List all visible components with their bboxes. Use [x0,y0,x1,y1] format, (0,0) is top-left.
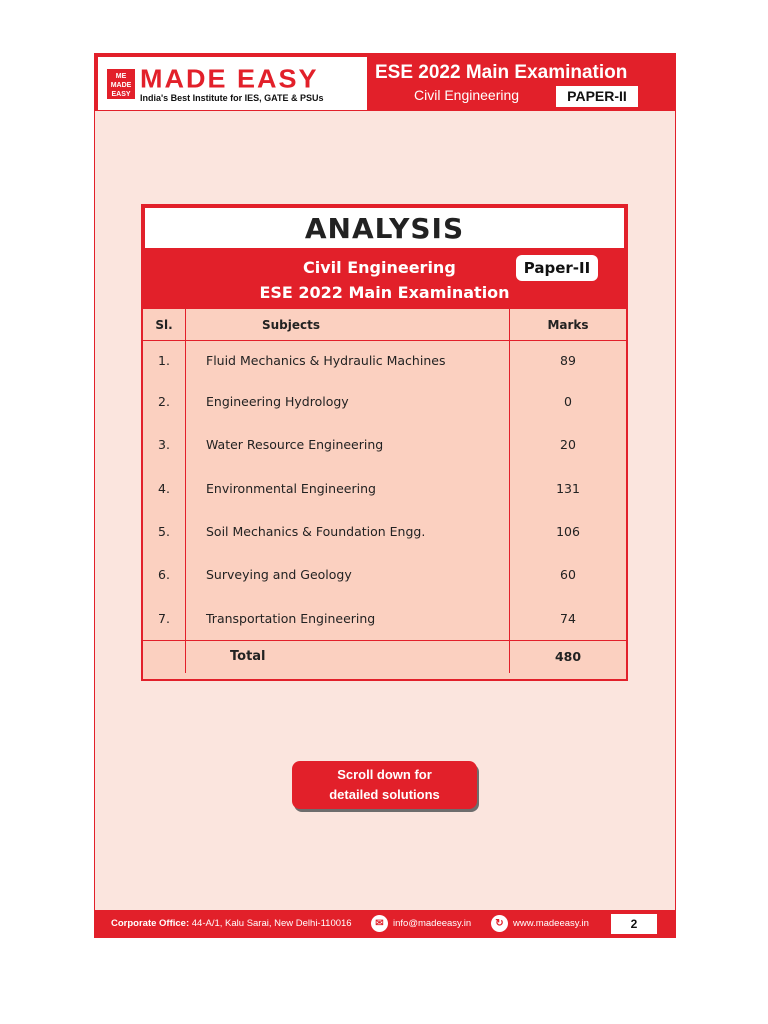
row-sl: 2. [143,380,186,423]
total-label: Total [230,649,266,665]
email-icon: ✉ [371,915,388,932]
table-row [143,380,626,423]
document-page [94,53,676,938]
row-subject: Surveying and Geology [206,567,352,583]
row-marks: 131 [510,467,627,510]
column-header-sl: Sl. [143,309,186,341]
row-marks: 20 [510,423,627,466]
corporate-office [111,918,352,929]
brand-tagline: India's Best Institute for IES, GATE & PSUs [140,93,324,103]
row-subject: Water Resource Engineering [206,437,384,453]
table-row [143,341,626,381]
row-sl: 7. [143,596,186,640]
row-marks: 89 [510,341,627,381]
paper-badge: PAPER-II [556,86,638,107]
logo [98,57,367,110]
analysis-subject: Civil Engineering [303,258,456,277]
row-marks: 74 [510,596,627,640]
table-row [143,596,626,640]
column-header-subjects: Subjects [186,309,510,341]
column-header-marks: Marks [510,309,627,341]
row-sl: 4. [143,467,186,510]
email-link[interactable]: info@madeeasy.in [393,918,472,929]
analysis-paper-badge: Paper-II [516,255,598,281]
exam-title: ESE 2022 Main Examination [375,62,628,83]
page-header [95,54,675,111]
marks-table [143,309,626,673]
logo-mark-icon: ME MADE EASY [107,69,135,99]
website-link[interactable]: www.madeeasy.in [513,918,589,929]
total-row [143,640,626,673]
analysis-banner [143,250,626,309]
analysis-card [141,204,628,681]
table-row [143,553,626,596]
table-header-row [143,309,626,341]
page-footer [95,910,675,938]
row-sl: 3. [143,423,186,466]
table-row [143,510,626,553]
exam-subject: Civil Engineering [414,87,520,103]
analysis-exam: ESE 2022 Main Examination [259,283,510,302]
total-marks: 480 [510,640,627,673]
web-icon: ↻ [491,915,508,932]
row-marks: 106 [510,510,627,553]
scroll-down-button[interactable] [292,761,477,809]
row-sl: 6. [143,553,186,596]
row-sl: 5. [143,510,186,553]
brand-name: MADE EASY [140,64,319,94]
row-marks: 0 [510,380,627,423]
analysis-title: ANALYSIS [143,206,626,250]
row-subject: Fluid Mechanics & Hydraulic Machines [206,353,446,368]
table-row [143,467,626,510]
scroll-button-line1: Scroll down for [337,767,432,782]
page-number: 2 [611,914,657,934]
row-subject: Engineering Hydrology [206,394,349,410]
scroll-button-line2: detailed solutions [329,787,440,802]
row-subject: Soil Mechanics & Foundation Engg. [206,524,426,540]
row-subject: Environmental Engineering [206,480,376,496]
row-sl: 1. [143,341,186,381]
total-sl-cell [143,640,186,673]
row-subject: Transportation Engineering [186,596,510,640]
row-marks: 60 [510,553,627,596]
office-label: Corporate Office: [111,918,190,929]
table-row [143,423,626,466]
office-address: 44-A/1, Kalu Sarai, New Delhi-110016 [191,918,352,929]
